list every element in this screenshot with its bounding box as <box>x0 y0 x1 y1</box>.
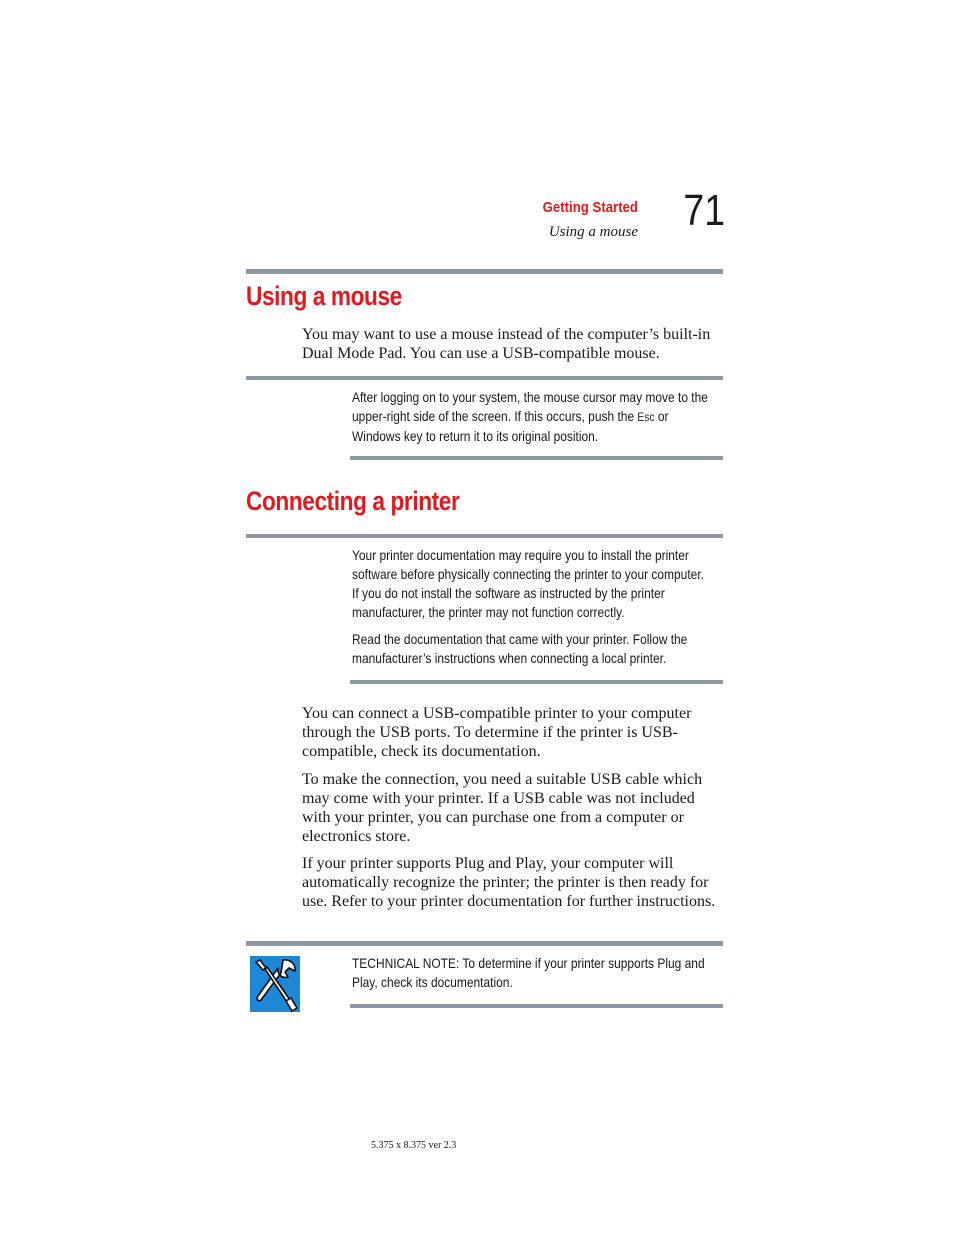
wrench-icon <box>250 956 300 1012</box>
printer-note-1: Your printer documentation may require you to install the printer software before physically connecting the printer to your computer. If you do not install the software as instructed by the printer manufacturer, the printer may not function correctly. <box>352 547 704 620</box>
tech-note-rule-top <box>246 941 723 946</box>
note-rule-bottom <box>350 456 723 460</box>
running-header-section: Getting Started <box>542 199 638 216</box>
printer-paragraph-1: You can connect a USB-compatible printer to your computer through the USB ports. To determine if the printer is USB-compatible, check its documentation. <box>302 705 692 760</box>
note-rule-top <box>246 376 723 380</box>
esc-key-label: Esc <box>637 410 655 424</box>
mouse-note-text: After logging on to your system, the mouse cursor may move to the upper-right side of the screen. If this occurs, push the <box>352 389 708 424</box>
running-header-subsection: Using a mouse <box>548 224 638 240</box>
section-rule-top <box>246 269 723 274</box>
printer-paragraph-2: To make the connection, you need a suitable USB cable which may come with your printer. If a USB cable was not included with your printer, you can purchase one from a computer or electronics store. <box>302 771 703 845</box>
section-title-connecting-a-printer: Connecting a printer <box>246 486 460 516</box>
printer-note-rule-top <box>246 534 723 538</box>
page-number: 71 <box>683 186 725 235</box>
tech-note-rule-bottom <box>350 1004 723 1008</box>
section-title-using-a-mouse: Using a mouse <box>246 281 402 311</box>
printer-note-rule-bottom <box>350 680 723 684</box>
printer-paragraph-3: If your printer supports Plug and Play, your computer will automatically recognize the printer; the printer is then ready for use. Refer to your printer documentation for further instructions. <box>302 855 716 910</box>
mouse-note-text-end: or Windows key to return it to its original position. <box>352 408 669 444</box>
printer-note-2: Read the documentation that came with your printer. Follow the manufacturer’s instructions when connecting a local printer. <box>352 631 688 666</box>
mouse-note <box>352 388 711 446</box>
version-footer: 5.375 x 8.375 ver 2.3 <box>371 1140 457 1151</box>
technical-note: TECHNICAL NOTE: To determine if your printer supports Plug and Play, check its documentation. <box>352 955 705 990</box>
mouse-intro-paragraph: You may want to use a mouse instead of the computer’s built-in Dual Mode Pad. You can use a USB-compatible mouse. <box>302 326 711 362</box>
